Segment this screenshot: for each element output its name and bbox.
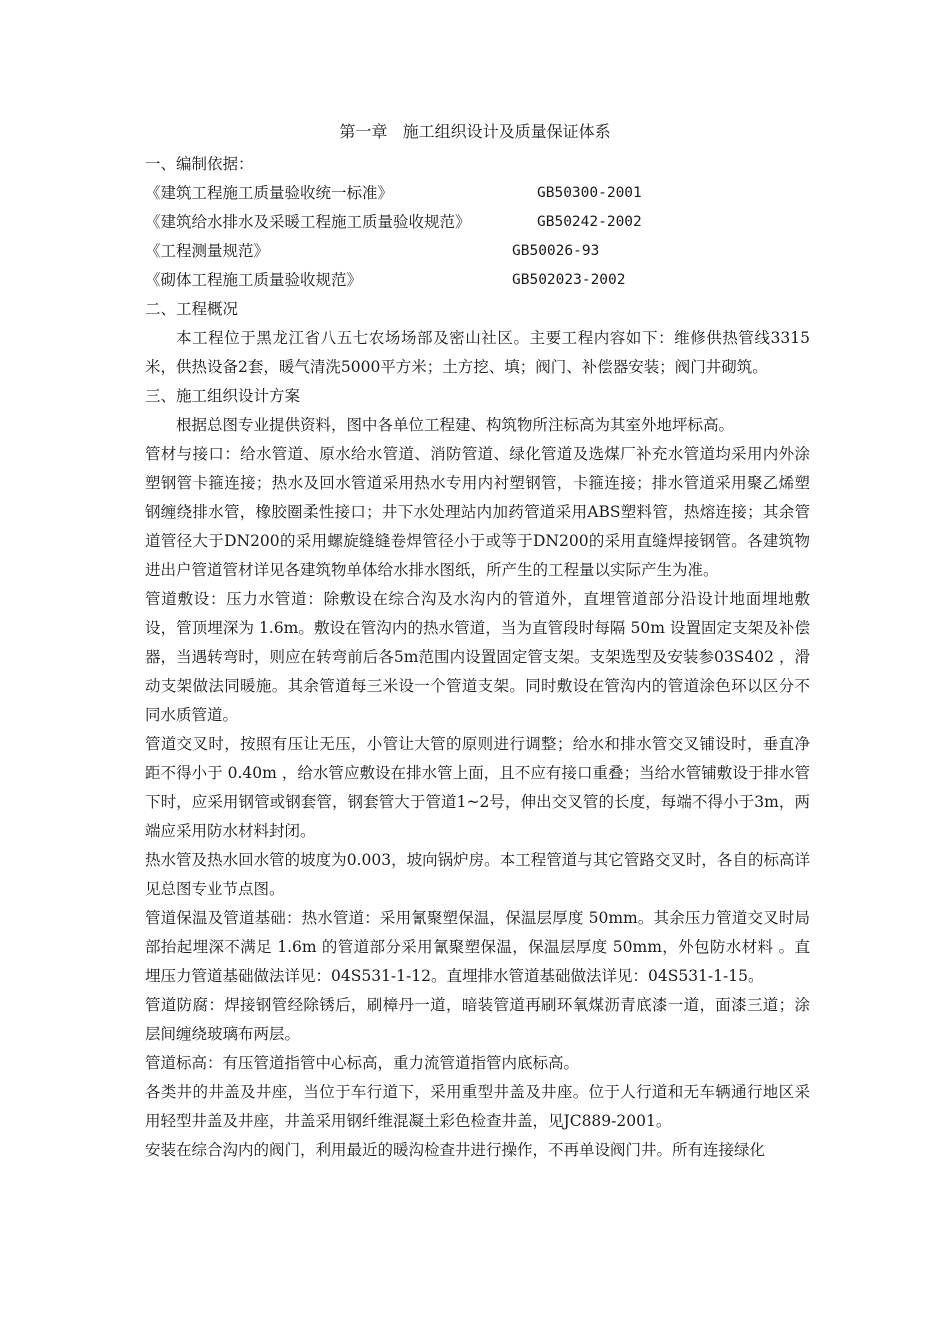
standard-item	[145, 179, 810, 208]
standard-name: 《建筑给水排水及采暖工程施工质量验收规范》	[145, 213, 471, 231]
chapter-title: 第一章 施工组织设计及质量保证体系	[339, 122, 611, 141]
paragraph-anticorrosion: 管道防腐：焊接钢管经除锈后，刷樟丹一道，暗装管道再刷环氧煤沥青底漆一道，面漆三道；涂层间缠绕玻璃布两层。	[145, 996, 810, 1043]
standard-code: GB50026-93	[512, 243, 600, 259]
section-heading-plan: 三、施工组织设计方案	[145, 387, 301, 405]
paragraph-overview: 本工程位于黑龙江省八五七农场场部及密山社区。主要工程内容如下：维修供热管线3315米，供热设备2套，暖气清洗5000平方米；土方挖、填；阀门、补偿器安装；阀门井砌筑。	[145, 329, 810, 376]
standard-item	[145, 266, 810, 295]
standard-item	[145, 208, 810, 237]
standard-code: GB50242-2002	[537, 214, 642, 230]
standard-code: GB50300-2001	[537, 185, 642, 201]
standard-name: 《建筑工程施工质量验收统一标准》	[145, 184, 394, 202]
document-body	[145, 150, 810, 1165]
paragraph-well-covers: 各类井的井盖及井座，当位于车行道下，采用重型井盖及井座。位于人行道和无车辆通行地区采用轻型井盖及井座，井盖采用钢纤维混凝土彩色检查井盖，见JC889-2001。	[145, 1083, 810, 1130]
paragraph-pipe-elevation: 管道标高：有压管道指管中心标高，重力流管道指管内底标高。	[145, 1054, 580, 1072]
paragraph-pipe-slope: 热水管及热水回水管的坡度为0.003，坡向锅炉房。本工程管道与其它管路交叉时，各自的标高详见总图专业节点图。	[145, 851, 810, 898]
standard-item	[145, 237, 810, 266]
paragraph-valves: 安装在综合沟内的阀门，利用最近的暖沟检查井进行操作，不再单设阀门井。所有连接绿化	[145, 1141, 766, 1159]
standard-name: 《砌体工程施工质量验收规范》	[145, 271, 363, 289]
standard-code: GB502023-2002	[512, 272, 626, 288]
paragraph-pipe-laying: 管道敷设：压力水管道：除敷设在综合沟及水沟内的管道外，直埋管道部分沿设计地面埋地敷设，管顶埋深为 1.6m。敷设在管沟内的热水管道，当为直管段时每隔 50m 设置固定支架及补偿器，当遇转弯时，则应在转弯前后各5m范围内设置固定管支架。支架选型及安装参03S402 ，滑动支架做法同暖施。其余管道每三米设一个管道支架。同时敷设在管沟内的管道涂色环以区分不同水质管道。	[145, 590, 810, 724]
paragraph-elevation: 根据总图专业提供资料，图中各单位工程建、构筑物所注标高为其室外地坪标高。	[176, 416, 735, 434]
standard-name: 《工程测量规范》	[145, 242, 270, 260]
section-heading-basis: 一、编制依据：	[145, 155, 254, 173]
paragraph-pipe-crossing: 管道交叉时，按照有压让无压，小管让大管的原则进行调整；给水和排水管交叉铺设时，垂直净距不得小于 0.40m ，给水管应敷设在排水管上面，且不应有接口重叠；当给水管铺敷设于排水管下时，应采用钢管或钢套管，钢套管大于管道1~2号，伸出交叉管的长度，每端不得小于3m，两端应采用防水材料封闭。	[145, 735, 810, 840]
paragraph-insulation: 管道保温及管道基础：热水管道：采用氰聚塑保温，保温层厚度 50mm。其余压力管道交叉时局部抬起埋深不满足 1.6m 的管道部分采用氰聚塑保温，保温层厚度 50mm，外包防水材料 。直埋压力管道基础做法详见：04S531-1-12。直埋排水管道基础做法详见：04S531-1-15。	[145, 909, 810, 985]
section-heading-overview: 二、工程概况	[145, 300, 239, 318]
paragraph-pipe-materials: 管材与接口：给水管道、原水给水管道、消防管道、绿化管道及选煤厂补充水管道均采用内外涂塑钢管卡箍连接；热水及回水管道采用热水专用内衬塑钢管，卡箍连接；排水管道采用聚乙烯塑钢缠绕排水管，橡胶圈柔性接口；井下水处理站内加药管道采用ABS塑料管，热熔连接；其余管道管径大于DN200的采用螺旋缝缝卷焊管径小于或等于DN200的采用直缝焊接钢管。各建筑物进出户管道管材详见各建筑物单体给水排水图纸，所产生的工程量以实际产生为准。	[145, 445, 810, 579]
